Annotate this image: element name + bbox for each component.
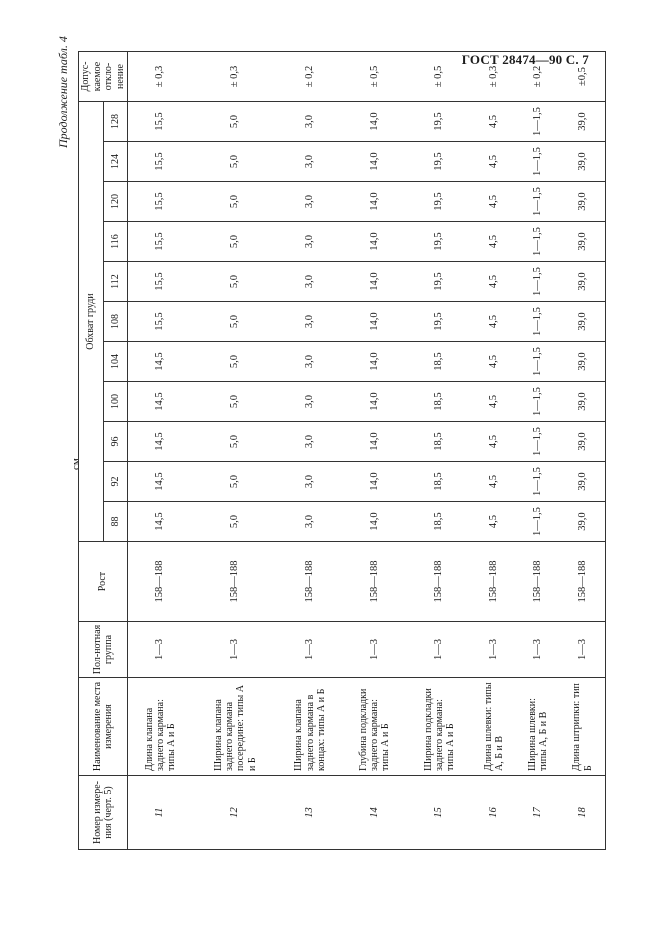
table-body xyxy=(128,52,606,850)
row-value: 1—1,5 xyxy=(516,182,560,222)
row-value: 39,0 xyxy=(560,102,605,142)
row-value: 5,0 xyxy=(193,462,278,502)
row-value: 3,0 xyxy=(278,102,343,142)
table-row xyxy=(193,52,278,850)
row-number: 11 xyxy=(128,776,194,850)
row-number: 17 xyxy=(516,776,560,850)
row-value: 1—1,5 xyxy=(516,342,560,382)
col-header-chest-group: Обхват груди xyxy=(79,102,104,542)
chest-header: 100 xyxy=(103,382,128,422)
row-value: 1—1,5 xyxy=(516,102,560,142)
row-height: 158—188 xyxy=(560,542,605,622)
measurements-table xyxy=(78,51,606,850)
row-value: 18,5 xyxy=(407,502,472,542)
row-value: 14,0 xyxy=(343,222,408,262)
chest-header: 88 xyxy=(103,502,128,542)
row-value: 1—1,5 xyxy=(516,382,560,422)
row-height: 158—188 xyxy=(193,542,278,622)
row-value: 15,5 xyxy=(128,102,194,142)
row-number: 15 xyxy=(407,776,472,850)
row-value: 3,0 xyxy=(278,422,343,462)
row-value: 14,0 xyxy=(343,302,408,342)
row-group: 1—3 xyxy=(516,622,560,678)
table-row xyxy=(560,52,605,850)
chest-header: 96 xyxy=(103,422,128,462)
row-value: 5,0 xyxy=(193,102,278,142)
rotated-table-container xyxy=(78,61,594,850)
row-value: 14,0 xyxy=(343,342,408,382)
row-value: 14,5 xyxy=(128,422,194,462)
row-value: 14,0 xyxy=(343,142,408,182)
chest-header: 116 xyxy=(103,222,128,262)
row-tolerance: ± 0,3 xyxy=(193,52,278,102)
row-tolerance: ± 0,5 xyxy=(407,52,472,102)
row-tolerance: ± 0,3 xyxy=(472,52,516,102)
row-value: 14,0 xyxy=(343,182,408,222)
row-value: 1—1,5 xyxy=(516,302,560,342)
row-number: 13 xyxy=(278,776,343,850)
row-value: 3,0 xyxy=(278,342,343,382)
row-value: 39,0 xyxy=(560,302,605,342)
row-value: 1—1,5 xyxy=(516,222,560,262)
page-header: ГОСТ 28474—90 С. 7 xyxy=(461,52,589,67)
row-value: 5,0 xyxy=(193,502,278,542)
row-value: 5,0 xyxy=(193,342,278,382)
row-value: 4,5 xyxy=(472,502,516,542)
row-value: 4,5 xyxy=(472,102,516,142)
row-value: 14,0 xyxy=(343,382,408,422)
col-header-number: Номер измере-ния (черт. 5) xyxy=(79,776,128,850)
row-number: 18 xyxy=(560,776,605,850)
row-name: Ширина шлевки: типы А, Б и В xyxy=(516,678,560,776)
row-group: 1—3 xyxy=(407,622,472,678)
row-value: 14,5 xyxy=(128,502,194,542)
row-group: 1—3 xyxy=(193,622,278,678)
row-value: 15,5 xyxy=(128,302,194,342)
table-row xyxy=(278,52,343,850)
row-value: 3,0 xyxy=(278,462,343,502)
row-value: 19,5 xyxy=(407,262,472,302)
row-height: 158—188 xyxy=(407,542,472,622)
row-value: 14,0 xyxy=(343,102,408,142)
row-value: 4,5 xyxy=(472,382,516,422)
row-height: 158—188 xyxy=(472,542,516,622)
row-value: 5,0 xyxy=(193,222,278,262)
row-value: 15,5 xyxy=(128,182,194,222)
row-name: Ширина клапана заднего кармана в концах: типы А и Б xyxy=(278,678,343,776)
col-header-name: Наименование места измерения xyxy=(79,678,128,776)
row-group: 1—3 xyxy=(472,622,516,678)
row-value: 14,5 xyxy=(128,382,194,422)
row-height: 158—188 xyxy=(343,542,408,622)
row-value: 39,0 xyxy=(560,262,605,302)
row-value: 1—1,5 xyxy=(516,422,560,462)
row-value: 39,0 xyxy=(560,342,605,382)
chest-header: 92 xyxy=(103,462,128,502)
row-value: 39,0 xyxy=(560,222,605,262)
row-value: 5,0 xyxy=(193,382,278,422)
row-value: 18,5 xyxy=(407,462,472,502)
row-value: 1—1,5 xyxy=(516,502,560,542)
col-header-height: Рост xyxy=(79,542,128,622)
row-value: 18,5 xyxy=(407,342,472,382)
chest-header: 108 xyxy=(103,302,128,342)
row-group: 1—3 xyxy=(128,622,194,678)
chest-header: 104 xyxy=(103,342,128,382)
table-row xyxy=(472,52,516,850)
row-group: 1—3 xyxy=(560,622,605,678)
row-tolerance: ± 0,2 xyxy=(516,52,560,102)
row-value: 1—1,5 xyxy=(516,262,560,302)
row-value: 4,5 xyxy=(472,262,516,302)
row-value: 19,5 xyxy=(407,102,472,142)
row-value: 4,5 xyxy=(472,142,516,182)
row-number: 14 xyxy=(343,776,408,850)
row-value: 3,0 xyxy=(278,262,343,302)
row-number: 16 xyxy=(472,776,516,850)
row-value: 5,0 xyxy=(193,422,278,462)
row-value: 15,5 xyxy=(128,142,194,182)
row-value: 5,0 xyxy=(193,142,278,182)
row-value: 1—1,5 xyxy=(516,462,560,502)
row-value: 39,0 xyxy=(560,142,605,182)
row-value: 39,0 xyxy=(560,422,605,462)
row-value: 5,0 xyxy=(193,302,278,342)
unit-label: см xyxy=(70,458,82,470)
row-value: 3,0 xyxy=(278,142,343,182)
row-tolerance: ± 0,5 xyxy=(343,52,408,102)
row-value: 14,0 xyxy=(343,462,408,502)
row-value: 15,5 xyxy=(128,222,194,262)
row-value: 14,0 xyxy=(343,262,408,302)
row-value: 15,5 xyxy=(128,262,194,302)
row-value: 3,0 xyxy=(278,222,343,262)
table-row xyxy=(343,52,408,850)
row-value: 18,5 xyxy=(407,382,472,422)
row-value: 19,5 xyxy=(407,142,472,182)
col-header-tolerance: Допус-каемое откло-нение xyxy=(79,52,128,102)
row-value: 4,5 xyxy=(472,222,516,262)
row-tolerance: ± 0,3 xyxy=(128,52,194,102)
row-group: 1—3 xyxy=(343,622,408,678)
row-value: 4,5 xyxy=(472,342,516,382)
row-value: 1—1,5 xyxy=(516,142,560,182)
row-value: 4,5 xyxy=(472,422,516,462)
row-value: 39,0 xyxy=(560,382,605,422)
chest-header: 124 xyxy=(103,142,128,182)
row-value: 19,5 xyxy=(407,222,472,262)
row-value: 5,0 xyxy=(193,262,278,302)
row-value: 18,5 xyxy=(407,422,472,462)
row-tolerance: ± 0,2 xyxy=(278,52,343,102)
row-value: 3,0 xyxy=(278,302,343,342)
row-value: 4,5 xyxy=(472,462,516,502)
col-header-group: Пол-нотная группа xyxy=(79,622,128,678)
table-row xyxy=(516,52,560,850)
row-tolerance: ±0,5 xyxy=(560,52,605,102)
row-value: 5,0 xyxy=(193,182,278,222)
row-name: Ширина подкладки заднего кармана: типы А и Б xyxy=(407,678,472,776)
row-value: 3,0 xyxy=(278,182,343,222)
chest-header: 112 xyxy=(103,262,128,302)
row-value: 14,5 xyxy=(128,462,194,502)
table-row xyxy=(128,52,194,850)
row-height: 158—188 xyxy=(516,542,560,622)
row-name: Ширина клапана заднего кармана посередине: типы А и Б xyxy=(193,678,278,776)
row-height: 158—188 xyxy=(278,542,343,622)
row-value: 14,0 xyxy=(343,502,408,542)
row-value: 14,0 xyxy=(343,422,408,462)
row-name: Длина клапана заднего кармана: типы А и Б xyxy=(128,678,194,776)
row-name: Длина шлевки: типы А, Б и В xyxy=(472,678,516,776)
row-value: 4,5 xyxy=(472,182,516,222)
row-value: 14,5 xyxy=(128,342,194,382)
row-name: Глубина подкладки заднего кармана: типы А и Б xyxy=(343,678,408,776)
row-height: 158—188 xyxy=(128,542,194,622)
row-value: 3,0 xyxy=(278,382,343,422)
row-value: 19,5 xyxy=(407,182,472,222)
row-number: 12 xyxy=(193,776,278,850)
row-value: 19,5 xyxy=(407,302,472,342)
table-continuation-label: Продолжение табл. 4 xyxy=(56,36,70,148)
table-header xyxy=(79,52,128,850)
row-value: 39,0 xyxy=(560,462,605,502)
chest-header: 128 xyxy=(103,102,128,142)
row-value: 39,0 xyxy=(560,182,605,222)
row-name: Длина штрипки: тип Б xyxy=(560,678,605,776)
chest-header: 120 xyxy=(103,182,128,222)
row-value: 39,0 xyxy=(560,502,605,542)
row-value: 3,0 xyxy=(278,502,343,542)
row-group: 1—3 xyxy=(278,622,343,678)
table-row xyxy=(407,52,472,850)
row-value: 4,5 xyxy=(472,302,516,342)
